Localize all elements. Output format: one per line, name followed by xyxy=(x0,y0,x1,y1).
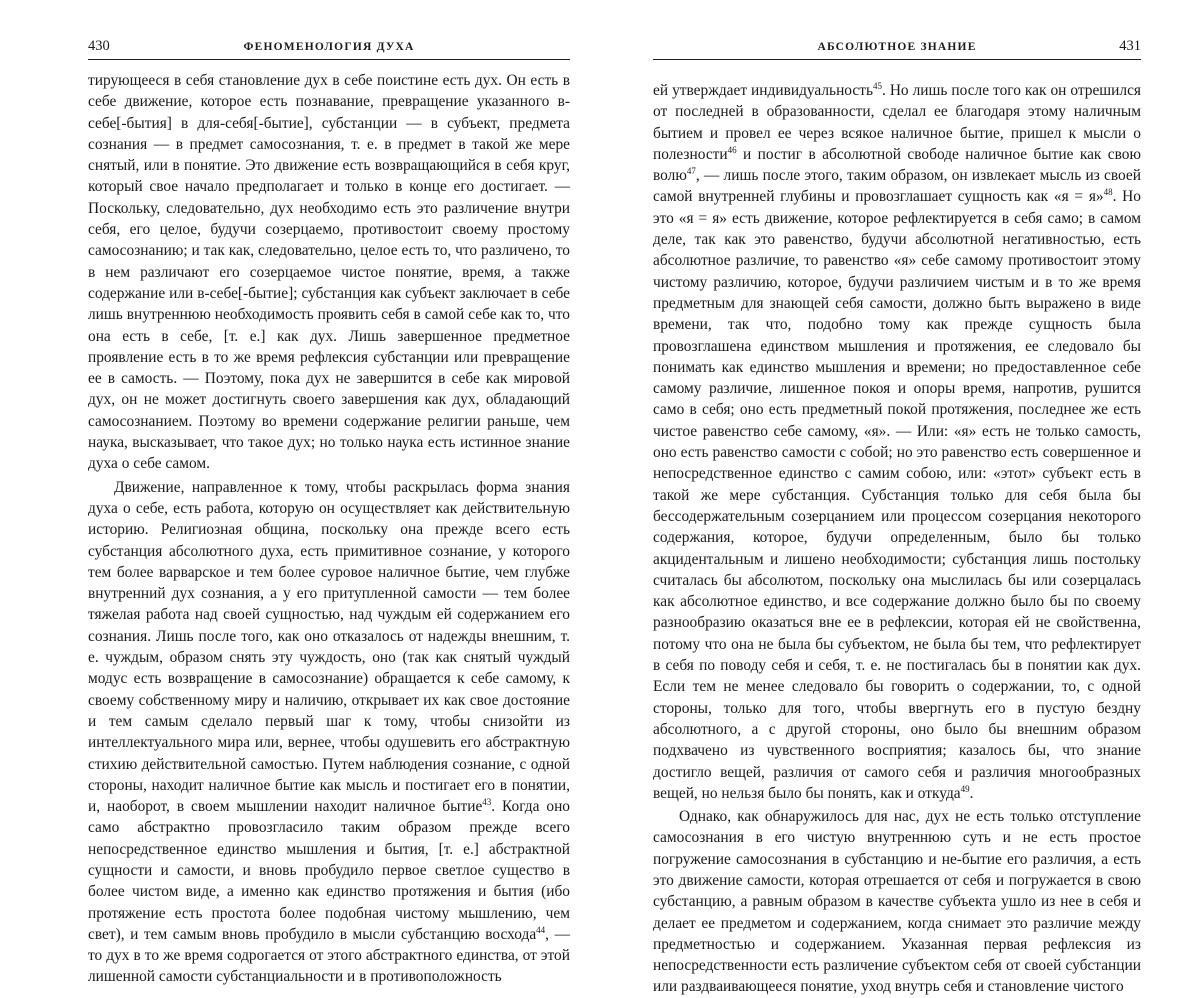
right-running-title: АБСОЛЮТНОЕ ЗНАНИЕ xyxy=(817,41,977,53)
left-paragraph-1: тирующееся в себя становление дух в себе поистине есть дух. Он есть в себе движение, которое есть познавание, превращение указанного в-себе[-бытия] в для-себя[-бытие], субстанции — в субъект, предмета сознания — в предмет самосознания, т. е. в предмет в такой же мере снятый, или в понятие. Это движение есть возвращающийся в себя круг, который свое начало предполагает и только в конце его достигает. — Поскольку, следовательно, дух необходимо есть это различение внутри себя, его целое, будучи созерцаемо, противостоит своему простому самосознанию; и так как, следовательно, целое есть то, что различено, то в нем различают его созерцаемое чистое понятие, время, а также содержание или в-себе[-бытие]; субстанция как субъект заключает в себе лишь внутреннюю необходимость проявить себя в самой себе как то, что она есть в себе, [т. е.] как дух. Лишь завершенное предметное проявление есть в то же время рефлексия субстанции или превращение ее в самость. — Поэтому, пока дух не завершится в себе как мировой дух, он не может достигнуть своего завершения как дух, обладающий самосознанием. Поэтому во времени содержание религии раньше, чем наука, высказывает, что такое дух; но только наука есть истинное знание духа о себе самом. xyxy=(88,72,570,473)
left-head-rule xyxy=(88,59,570,60)
footnote-ref-45[interactable]: 45 xyxy=(872,80,882,91)
left-paragraph-2-end: , — то дух в то же время содрогается от этого абстрактного единства, от этой лишенной самости субстанциальности и в противоположность xyxy=(88,925,570,986)
left-body-text xyxy=(88,70,570,988)
right-paragraph-2: Однако, как обнаружилось для нас, дух не есть только отступление самосознания в его чистую внутреннюю суть и не есть простое погружение самосознания в субстанцию и не-бытие его различия, а есть это движение самости, которая отрешается от себя и погружается в свою субстанцию, а равным образом в качестве субъекта ушло из нее в себя и делает ее предметом и содержанием, когда снимает это различие между предметностью и содержанием. Указанная первая рефлексия из непосредственности есть различение субъектом себя от своей субстанции или раздваивающееся понятие, уход внутрь себя и становление чистого xyxy=(653,808,1141,996)
left-running-title: ФЕНОМЕНОЛОГИЯ ДУХА xyxy=(243,41,415,53)
footnote-ref-44[interactable]: 44 xyxy=(536,924,546,935)
right-running-head xyxy=(653,38,1141,58)
footnote-ref-47[interactable]: 47 xyxy=(686,166,696,177)
right-p1-f: . xyxy=(969,784,974,802)
right-head-rule xyxy=(653,59,1141,60)
left-page xyxy=(0,0,600,986)
left-paragraph-2-text: Движение, направленное к тому, чтобы раскрылась форма знания духа о себе, есть работа, которую он осуществляет как действительную историю. Религиозная община, поскольку она прежде всего есть субстанция абсолютного духа, есть примитивное сознание, у которого тем более варварское и тем более суровое наличное бытие, чем глубже внутренний дух сознания, а у его притупленной самости — тем более тяжелая работа над своей сущностью, над чуждым ей содержанием его сознания. Лишь после того, как оно отказалось от надежды внешним, т. е. чуждым, образом снять эту чуждость, оно (так как снятый чуждый модус есть возвращение в самосознание) обращается к себе самому, к своему собственному миру и наличию, открывает их как свое достояние и тем самым сделало первый шаг к тому, чтобы снизойти из интеллектуального мира или, вернее, чтобы одушевить его абстрактную стихию действительной самостью. Путем наблюдения сознание, с одной стороны, находит наличное бытие как мысль и постигает его в понятии, и, наоборот, в своем мышлении находит наличное бытие xyxy=(88,478,570,816)
footnote-ref-49[interactable]: 49 xyxy=(960,783,970,794)
left-paragraph-2 xyxy=(88,477,570,988)
left-paragraph-2-cont: . Когда оно само абстрактно провозгласило таким образом прежде всего непосредственное единство мышления и бытия, [т. е.] абстрактной сущности и самости, и вновь пробудило первое светлое существо в более чистом виде, а именно как единство протяжения и бытия (ибо протяжение есть простота более подобная чистому мышлению, чем свет), и тем самым вновь пробудило в мысли субстанцию восхода xyxy=(88,798,570,943)
left-running-head xyxy=(88,38,570,58)
right-body-text xyxy=(653,80,1141,998)
right-page xyxy=(600,0,1200,996)
right-p1-b: . Но лишь после того как он отрешился от последней в образованности, сделал ее благодаря этому наличным бытием и провел ее через всякое наличное бытие, пришел к мысли о полезности xyxy=(653,82,1141,163)
right-p1-c: и постиг в абсолютной свободе наличное бытие как свою волю xyxy=(653,145,1141,185)
footnote-ref-46[interactable]: 46 xyxy=(727,144,737,155)
footnote-ref-43[interactable]: 43 xyxy=(482,796,492,807)
right-p1-e: . Но это «я = я» есть движение, которое рефлектируется в себя само; в самом деле, так как это равенство, будучи абсолютной негативностью, есть абсолютное различие, то равенство «я» себе самому противостоит этому чистому различию, которое, будучи различием чистым и в то же время предметным для знающей себя самости, должно быть выражено в виде времени, так что, подобно тому как прежде сущность была провозглашена единством мышления и протяжения, ее следовало бы понимать как единство мышления и времени; но предоставленное себе самому различие, лишенное покоя и опоры время, напротив, рушится само в себя; оно есть предметный покой протяжения, последнее же есть чистое равенство себе самому, «я». — Или: «я» есть не только самость, оно есть равенство самости с собой; но это равенство есть совершенное и непосредственное единство с самим собою, или: «этот» субъект есть в такой же мере субстанция. Субстанция только для себя была бы бессодержательным созерцанием или процессом созерцания некоторого содержания, которое, будучи определенным, было бы только акцидентальным и лишено необходимости; субстанция лишь постольку считалась бы абсолютом, поскольку она мыслилась бы или созерцалась как абсолютное единство, и все содержание должно было бы по своему разнообразию оказаться вне ее в рефлексии, которая ей не свойственна, потому что она не была бы субъектом, не была бы тем, что рефлектирует в себя по поводу себя и себя, т. е. не постигалась бы в понятии как дух. Если тем не менее следовало бы говорить о содержании, то, с одной стороны, только для того, чтобы ввергнуть его в пустую бездну абсолютного, а с другой стороны, оно было бы внешним образом подхвачено из чувственного восприятия; казалось бы, что знание достигло вещей, различия от самого себя и различия многообразных вещей, но нельзя было бы понять, как и откуда xyxy=(653,188,1141,802)
left-page-number: 430 xyxy=(88,38,110,54)
right-p1-a: ей утверждает индивидуальность xyxy=(653,82,873,99)
right-paragraph-1 xyxy=(653,80,1141,804)
right-page-number: 431 xyxy=(1119,38,1141,54)
footnote-ref-48[interactable]: 48 xyxy=(1103,187,1113,198)
right-p1-d: , — лишь после этого, таким образом, он извлекает мысль из своей самой внутренней глубины и провозглашает сущность как «я = я» xyxy=(653,167,1141,206)
